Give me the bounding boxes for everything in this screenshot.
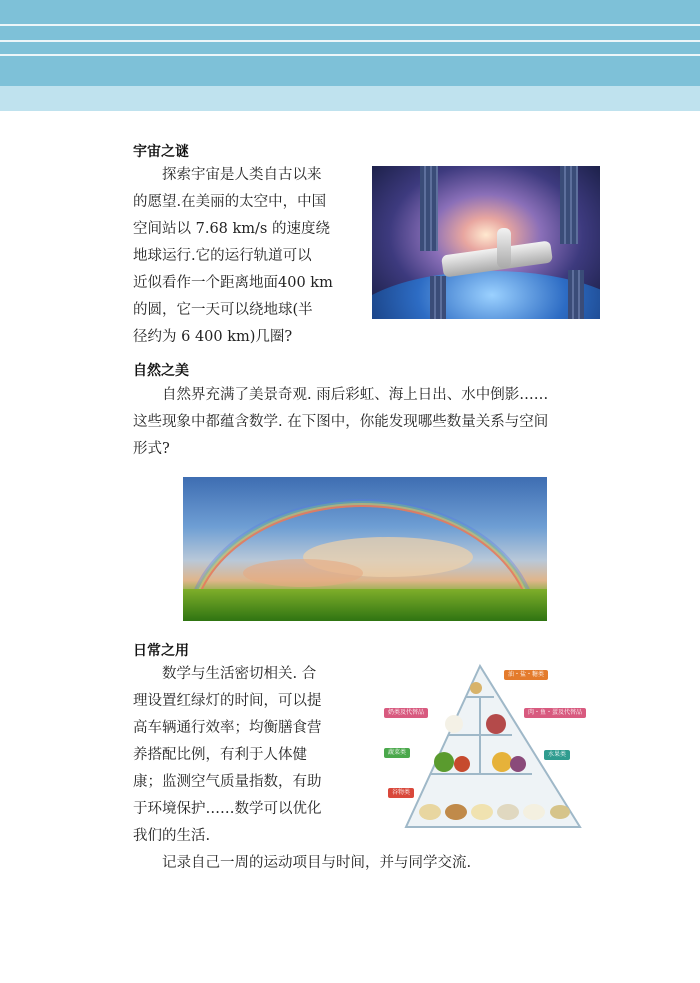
paragraph-line: 记录自己一周的运动项目与时间，并与同学交流. bbox=[162, 855, 472, 871]
paragraph-line: 于环境保护……数学可以优化 bbox=[133, 801, 322, 817]
paragraph-line: 理设置红绿灯的时间，可以提 bbox=[133, 693, 322, 709]
header-band bbox=[0, 0, 700, 86]
pyramid-label-oil: 油・盐・糖类 bbox=[504, 670, 548, 680]
paragraph-line: 养搭配比例，有利于人体健 bbox=[133, 747, 307, 763]
paragraph-line: 这些现象中都蕴含数学. 在下图中，你能发现哪些数量关系与空间 bbox=[133, 414, 549, 430]
paragraph-line: 高车辆通行效率；均衡膳食营 bbox=[133, 720, 322, 736]
pyramid-label-fruit: 水果类 bbox=[544, 750, 570, 760]
section-heading-daily: 日常之用 bbox=[133, 643, 189, 659]
header-strip bbox=[0, 86, 700, 111]
grass-field bbox=[183, 589, 547, 621]
paragraph-line: 的圆，它一天可以绕地球(半 bbox=[133, 302, 313, 318]
paragraph-line: 径约为 6 400 km)几圈? bbox=[133, 329, 293, 345]
solar-panel bbox=[430, 276, 446, 319]
nature-paragraph bbox=[133, 382, 603, 463]
header-rule bbox=[0, 24, 700, 26]
paragraph-line: 地球运行.它的运行轨道可以 bbox=[133, 248, 312, 264]
paragraph-line: 自然界充满了美景奇观. 雨后彩虹、海上日出、水中倒影…… bbox=[162, 387, 549, 403]
closing-paragraph bbox=[133, 850, 603, 877]
food-pyramid-image bbox=[384, 662, 602, 832]
section-heading-universe: 宇宙之谜 bbox=[133, 144, 189, 160]
header-rule bbox=[0, 40, 700, 42]
paragraph-line: 康；监测空气质量指数，有助 bbox=[133, 774, 322, 790]
daily-paragraph bbox=[133, 661, 348, 850]
paragraph-line: 探索宇宙是人类自古以来 bbox=[162, 167, 322, 183]
paragraph-line: 近似看作一个距离地面400 km bbox=[133, 275, 333, 291]
paragraph-line: 我们的生活. bbox=[133, 828, 211, 844]
section-heading-nature: 自然之美 bbox=[133, 363, 189, 379]
universe-paragraph bbox=[133, 162, 363, 351]
solar-panel bbox=[420, 166, 438, 251]
earth-graphic bbox=[372, 271, 600, 319]
pyramid-label-veg: 蔬菜类 bbox=[384, 748, 410, 758]
pyramid-label-grain: 谷物类 bbox=[388, 788, 414, 798]
header-rule bbox=[0, 54, 700, 56]
pyramid-label-dairy: 奶类及代替品 bbox=[384, 708, 428, 718]
rainbow-image bbox=[183, 477, 547, 621]
paragraph-line: 空间站以 7.68 km/s 的速度绕 bbox=[133, 221, 330, 237]
paragraph-line: 数学与生活密切相关. 合 bbox=[162, 666, 317, 682]
solar-panel bbox=[560, 166, 578, 244]
paragraph-line: 形式? bbox=[133, 441, 170, 457]
pyramid-graphic bbox=[384, 662, 602, 832]
paragraph-line: 的愿望.在美丽的太空中，中国 bbox=[133, 194, 327, 210]
space-station-image bbox=[372, 166, 600, 319]
solar-panel bbox=[568, 270, 584, 319]
station-module bbox=[497, 228, 511, 268]
pyramid-label-meat: 肉・鱼・蛋及代替品 bbox=[524, 708, 586, 718]
